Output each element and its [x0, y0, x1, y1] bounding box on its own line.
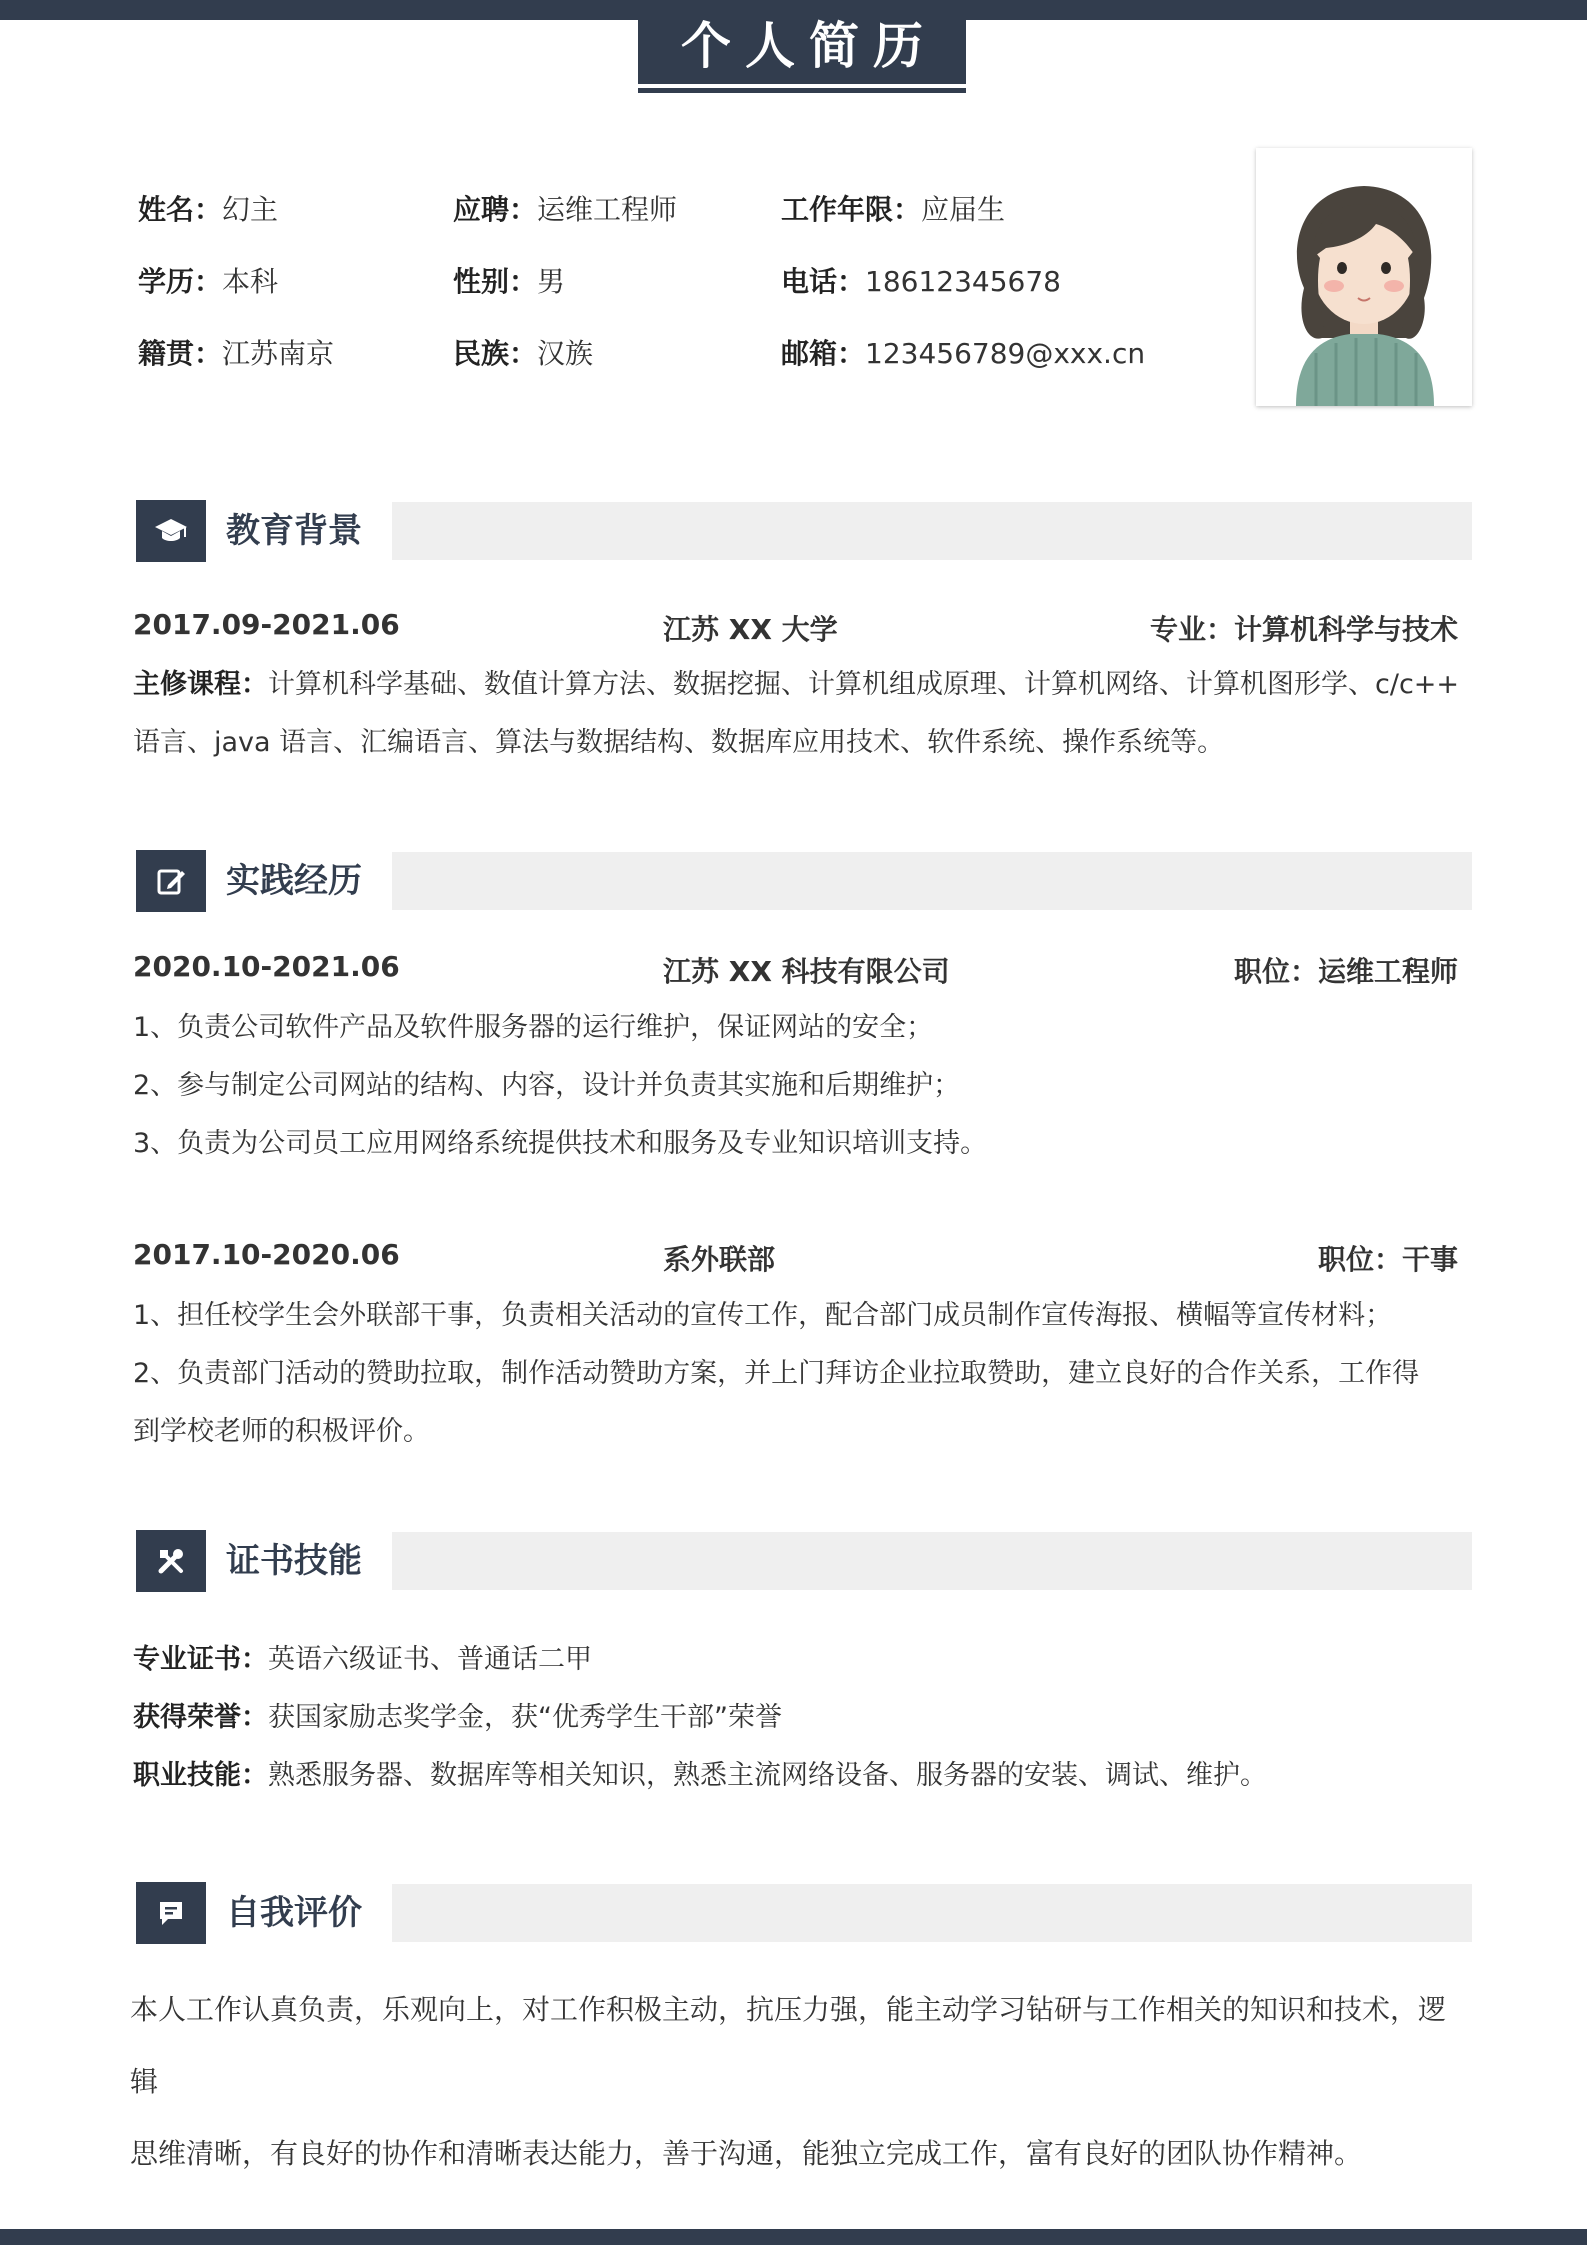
job-position: 职位：干事	[1317, 1243, 1458, 1276]
edit-note-icon	[136, 850, 206, 912]
info-label: 邮箱：	[781, 337, 866, 370]
info-experience	[781, 190, 1005, 230]
section-band	[392, 502, 1472, 560]
section-title: 自我评价	[226, 1893, 362, 1933]
job-period: 2020.10-2021.06	[133, 950, 400, 983]
info-position	[453, 190, 677, 230]
job-position: 职位：运维工程师	[1233, 955, 1458, 988]
info-value: 江苏南京	[222, 337, 335, 370]
skill-value: 熟悉服务器、数据库等相关知识，熟悉主流网络设备、服务器的安装、调试、维护。	[268, 1760, 1267, 1791]
skill-label: 获得荣誉：	[133, 1702, 268, 1733]
info-value: 18612345678	[865, 265, 1061, 298]
info-value: 幻主	[222, 193, 279, 226]
section-title: 教育背景	[226, 511, 362, 551]
skill-row	[133, 1640, 1463, 1680]
info-value: 123456789@xxx.cn	[865, 337, 1146, 370]
self-eval-line-1: 本人工作认真负责，乐观向上，对工作积极主动，抗压力强，能主动学习钻研与工作相关的知识和技术，逻辑	[130, 1993, 1447, 2098]
job-duty: 1、负责公司软件产品及软件服务器的运行维护，保证网站的安全；	[133, 1012, 934, 1043]
courses-line-1: 计算机科学基础、数值计算方法、数据挖掘、计算机组成原理、计算机网络、计算机图形学、c/c++	[268, 669, 1460, 700]
section-band	[392, 1884, 1472, 1942]
skill-row	[133, 1756, 1463, 1796]
section-band	[392, 1532, 1472, 1590]
skill-value: 英语六级证书、普通话二甲	[268, 1644, 592, 1675]
info-label: 民族：	[453, 337, 538, 370]
avatar-illustration	[1256, 148, 1472, 406]
education-major: 专业：计算机科学与技术	[1149, 613, 1458, 646]
education-period: 2017.09-2021.06	[133, 608, 400, 641]
education-row	[133, 608, 1458, 648]
section-title: 实践经历	[226, 861, 362, 901]
info-name	[138, 190, 278, 230]
info-label: 应聘：	[453, 193, 538, 226]
self-eval-line-2: 思维清晰，有良好的协作和清晰表达能力，善于沟通，能独立完成工作，富有良好的团队协作精神。	[130, 2137, 1363, 2170]
job-duty: 3、负责为公司员工应用网络系统提供技术和服务及专业知识培训支持。	[133, 1128, 988, 1159]
job-org: 系外联部	[663, 1243, 776, 1276]
profile-photo	[1256, 148, 1472, 406]
info-label: 工作年限：	[781, 193, 922, 226]
section-skills-header	[136, 1530, 1472, 1592]
job-duty: 1、担任校学生会外联部干事，负责相关活动的宣传工作，配合部门成员制作宣传海报、横幅等宣传材料；	[133, 1300, 1393, 1331]
self-eval-text	[130, 1974, 1470, 2190]
skill-label: 职业技能：	[133, 1760, 268, 1791]
tools-icon	[136, 1530, 206, 1592]
education-school: 江苏 XX 大学	[663, 613, 838, 646]
section-band	[392, 852, 1472, 910]
section-education-header	[136, 500, 1472, 562]
bottom-bar	[0, 2229, 1587, 2245]
job-row	[133, 1238, 1458, 1278]
section-title: 证书技能	[226, 1541, 362, 1581]
info-label: 籍贯：	[138, 337, 223, 370]
title-underline	[638, 88, 966, 93]
info-label: 性别：	[453, 265, 538, 298]
skill-value: 获国家励志奖学金，获“优秀学生干部”荣誉	[268, 1702, 782, 1733]
page-title: 个人简历	[638, 0, 966, 84]
education-courses	[133, 656, 1463, 772]
info-gender	[453, 262, 565, 302]
info-value: 应届生	[921, 193, 1006, 226]
job-duty: 2、负责部门活动的赞助拉取，制作活动赞助方案，并上门拜访企业拉取赞助，建立良好的合作关系，工作得	[133, 1358, 1420, 1389]
job-duty: 到学校老师的积极评价。	[133, 1416, 430, 1447]
graduation-cap-icon	[136, 500, 206, 562]
section-self-eval-header	[136, 1882, 1472, 1944]
info-education	[138, 262, 278, 302]
job-row	[133, 950, 1458, 990]
info-hometown	[138, 334, 334, 374]
skill-label: 专业证书：	[133, 1644, 268, 1675]
skill-row	[133, 1698, 1463, 1738]
courses-line-2: 语言、java 语言、汇编语言、算法与数据结构、数据库应用技术、软件系统、操作系统等。	[133, 727, 1225, 758]
info-label: 学历：	[138, 265, 223, 298]
section-practice-header	[136, 850, 1472, 912]
info-value: 汉族	[537, 337, 594, 370]
job-period: 2017.10-2020.06	[133, 1238, 400, 1271]
info-value: 本科	[222, 265, 279, 298]
info-label: 姓名：	[138, 193, 223, 226]
info-phone	[781, 262, 1061, 302]
comment-icon	[136, 1882, 206, 1944]
job-duty: 2、参与制定公司网站的结构、内容，设计并负责其实施和后期维护；	[133, 1070, 961, 1101]
info-ethnicity	[453, 334, 593, 374]
info-value: 运维工程师	[537, 193, 678, 226]
job-org: 江苏 XX 科技有限公司	[663, 955, 950, 988]
info-email	[781, 334, 1145, 374]
info-label: 电话：	[781, 265, 866, 298]
courses-label: 主修课程：	[133, 669, 268, 700]
info-value: 男	[537, 265, 566, 298]
